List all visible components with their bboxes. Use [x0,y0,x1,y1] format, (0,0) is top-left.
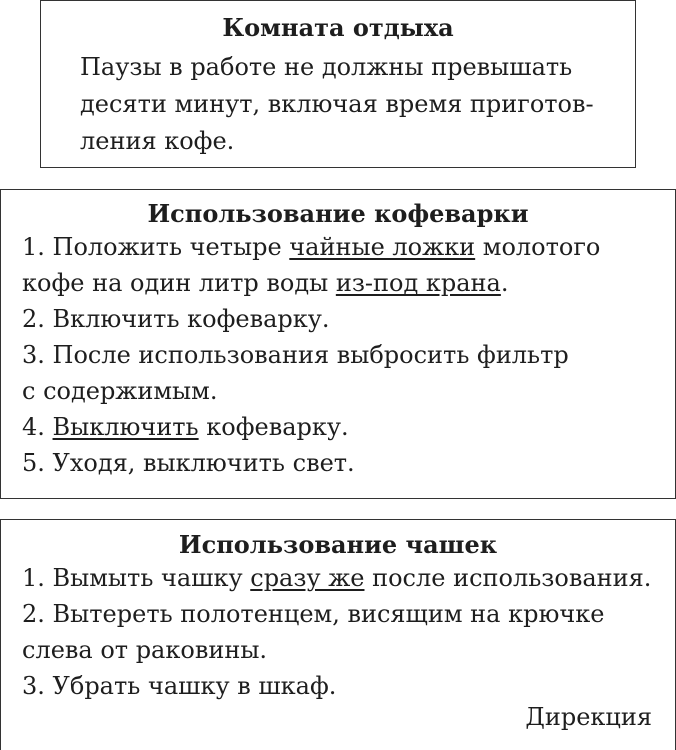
cups-step-1-text-b: после использования. [364,564,652,592]
coffee-step-3-line-2: с содержимым. [22,377,218,405]
signature: Дирекция [525,703,652,731]
coffee-step-4-underlined: Выключить [52,413,199,441]
cups-steps [22,560,651,704]
cups-title: Использование чашек [178,530,498,559]
cups-step-1-underlined: сразу же [250,564,365,592]
coffee-step-1-line-2 [22,265,600,301]
rest-room-line-3: ления кофе. [80,127,235,155]
coffee-step-4-text: кофеварку. [198,413,349,441]
coffee-step-1-line-1 [22,229,600,265]
rest-room-line-2: десяти минут, включая время приготов- [80,90,594,118]
coffee-maker-title: Использование кофеварки [147,199,529,228]
rest-room-title: Комната отдыха [222,13,454,42]
cups-step-2-line-1: 2. Вытереть полотенцем, висящим на крючке [22,600,605,628]
rest-room-line-1: Паузы в работе не должны превышать [80,53,573,81]
coffee-step-3-line-1: 3. После использования выбросить фильтр [22,341,569,369]
coffee-step-1-text-b: молотого [475,233,601,261]
rest-room-body [80,49,594,160]
coffee-maker-steps [22,229,600,481]
coffee-step-5: 5. Уходя, выключить свет. [22,449,355,477]
cups-step-1-text-a: 1. Вымыть чашку [22,564,251,592]
coffee-step-1-underlined: чайные ложки [289,233,476,261]
coffee-step-2: 2. Включить кофеварку. [22,305,330,333]
coffee-step-1-text-d: . [500,269,509,297]
cups-step-3: 3. Убрать чашку в шкаф. [22,672,337,700]
cups-step-1 [22,560,651,596]
coffee-step-4-number: 4. [22,413,53,441]
cups-step-2-line-2: слева от раковины. [22,636,268,664]
coffee-step-1-text-c: кофе на один литр воды [22,269,336,297]
coffee-step-4 [22,409,600,445]
coffee-step-1-underlined-2: из-под крана [335,269,501,297]
coffee-step-1-text-a: 1. Положить четыре [22,233,290,261]
